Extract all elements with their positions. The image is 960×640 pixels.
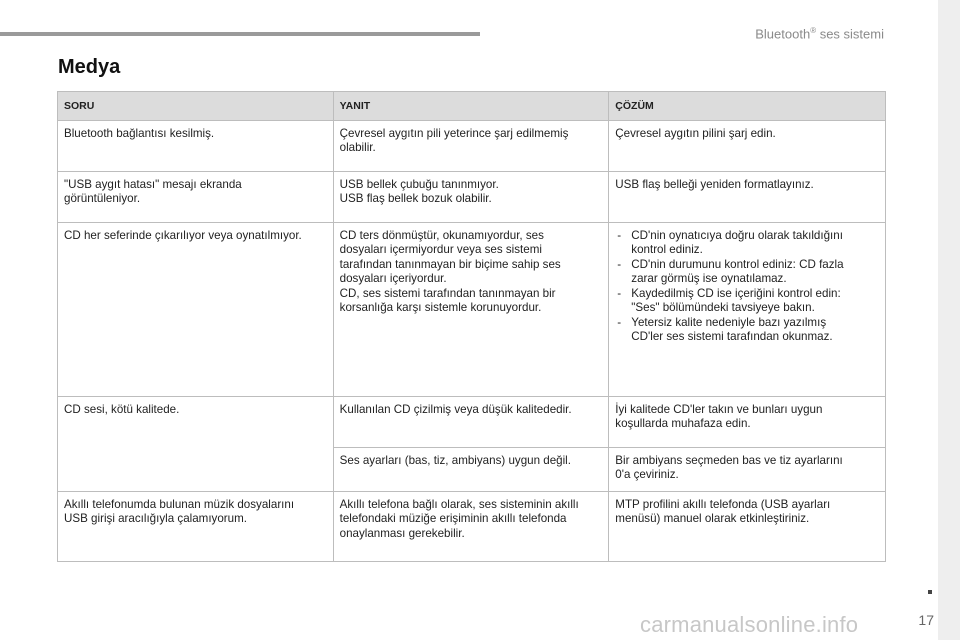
solution-step: - CD'nin oynatıcıya doğru olarak takıldığını kontrol ediniz. xyxy=(615,229,879,258)
page-title: Medya xyxy=(58,56,121,78)
table-row xyxy=(58,171,886,222)
solution-cell: Bir ambiyans seçmeden bas ve tiz ayarlarını 0'a çeviriniz. xyxy=(609,447,886,491)
answer-cell: CD ters dönmüştür, okunamıyordur, ses dosyaları içermiyordur veya ses sistemi tarafından tanınmayan bir biçime sahip ses dosyaları içeriyordur. CD, ses sistemi tarafından tanınmayan bir korsanlığa karşı sistemle korunuyordur. xyxy=(333,222,609,396)
table-header-row xyxy=(58,92,886,121)
answer-cell: Kullanılan CD çizilmiş veya düşük kalitededir. xyxy=(333,396,609,447)
answer-cell: USB bellek çubuğu tanınmıyor. USB flaş bellek bozuk olabilir. xyxy=(333,171,609,222)
solution-steps-list xyxy=(615,229,879,345)
solution-step: - Kaydedilmiş CD ise içeriğini kontrol edin: "Ses" bölümündeki tavsiyeye bakın. xyxy=(615,287,879,316)
page-edge-strip xyxy=(938,0,960,640)
solution-cell xyxy=(609,222,886,396)
solution-cell: USB flaş belleği yeniden formatlayınız. xyxy=(609,171,886,222)
chapter-title xyxy=(755,26,884,41)
header-answer: YANIT xyxy=(333,92,609,121)
answer-cell: Ses ayarları (bas, tiz, ambiyans) uygun değil. xyxy=(333,447,609,491)
answer-cell: Akıllı telefona bağlı olarak, ses sisteminin akıllı telefondaki müziğe erişiminin akıllı telefonda onaylanması gerekebilir. xyxy=(333,491,609,561)
question-cell: "USB aygıt hatası" mesajı ekranda görüntüleniyor. xyxy=(58,171,334,222)
header-question: SORU xyxy=(58,92,334,121)
question-cell: Bluetooth bağlantısı kesilmiş. xyxy=(58,120,334,171)
table-row xyxy=(58,396,886,447)
page-number: 17 xyxy=(918,612,934,628)
solution-cell: İyi kalitede CD'ler takın ve bunları uygun koşullarda muhafaza edin. xyxy=(609,396,886,447)
solution-step: - CD'nin durumunu kontrol ediniz: CD fazla zarar görmüş ise oynatılamaz. xyxy=(615,258,879,287)
solution-step: - Yetersiz kalite nedeniyle bazı yazılmış CD'ler ses sistemi tarafından okunmaz. xyxy=(615,316,879,345)
solution-cell: Çevresel aygıtın pilini şarj edin. xyxy=(609,120,886,171)
table-row xyxy=(58,120,886,171)
solution-cell: MTP profilini akıllı telefonda (USB ayarları menüsü) manuel olarak etkinleştiriniz. xyxy=(609,491,886,561)
registered-mark: ® xyxy=(810,26,817,35)
chapter-title-brand: Bluetooth xyxy=(755,26,811,42)
watermark: carmanualsonline.info xyxy=(640,612,859,637)
troubleshooting-table xyxy=(57,91,886,562)
table-row xyxy=(58,222,886,396)
question-cell: Akıllı telefonumda bulunan müzik dosyalarını USB girişi aracılığıyla çalamıyorum. xyxy=(58,491,334,561)
header-solution: ÇÖZÜM xyxy=(609,92,886,121)
question-cell: CD her seferinde çıkarılıyor veya oynatılmıyor. xyxy=(58,222,334,396)
chapter-title-rest: ses sistemi xyxy=(816,26,884,42)
answer-cell: Çevresel aygıtın pili yeterince şarj edilmemiş olabilir. xyxy=(333,120,609,171)
question-cell: CD sesi, kötü kalitede. xyxy=(58,396,334,491)
header-rule xyxy=(0,32,480,36)
table-row xyxy=(58,491,886,561)
page-end-marker xyxy=(928,590,932,594)
